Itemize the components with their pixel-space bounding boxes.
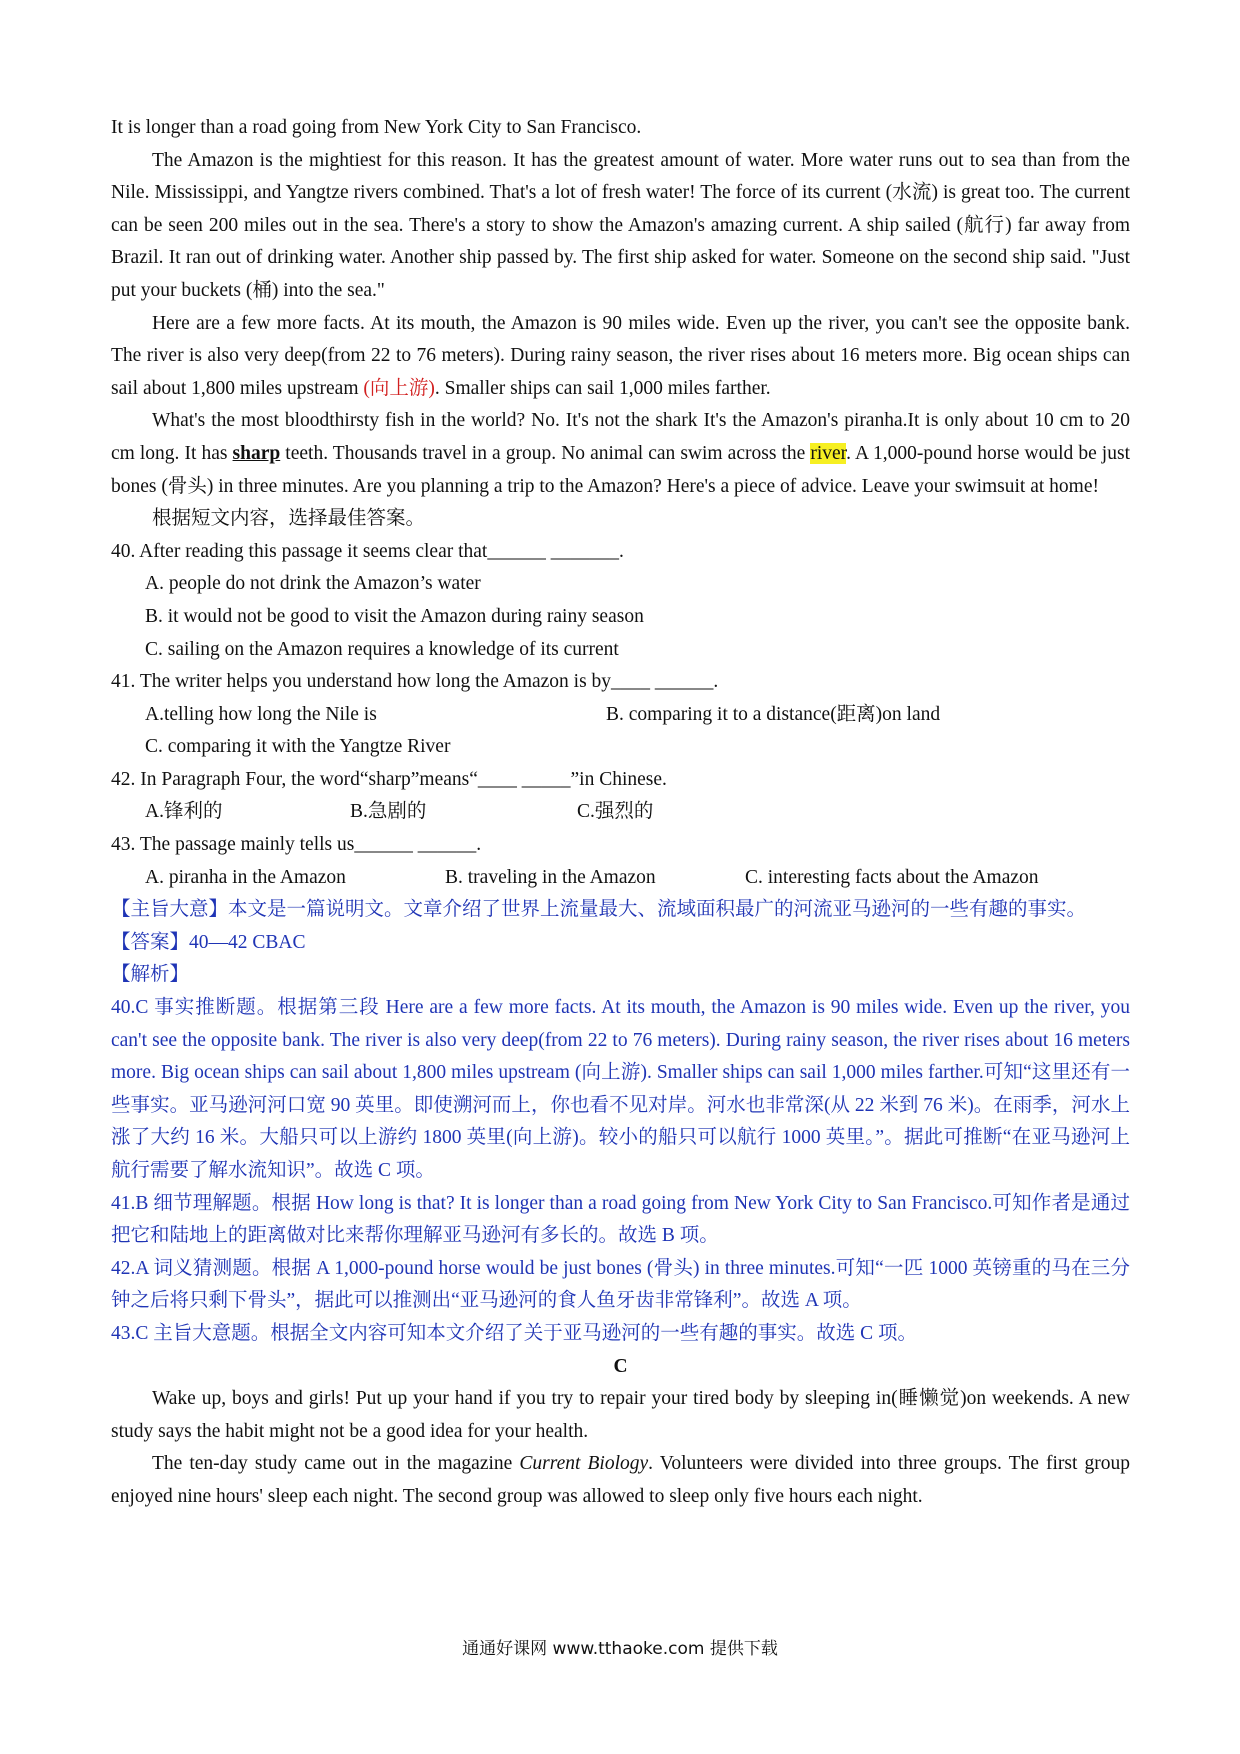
- question-41-option-a: A.telling how long the Nile is: [145, 703, 377, 725]
- instruction: 根据短文内容，选择最佳答案。: [151, 508, 425, 530]
- red-annotation: (向上游): [363, 377, 435, 399]
- question-41-stem: 41. The writer helps you understand how long the Amazon is by____ ______.: [111, 671, 719, 693]
- question-42-option-b: B.急剧的: [350, 801, 427, 823]
- answer-line: 【答案】40—42 CBAC: [111, 931, 306, 953]
- paragraph-1: It is longer than a road going from New York City to San Francisco.: [111, 117, 642, 138]
- highlighted-river: river: [810, 442, 847, 464]
- question-43-option-a: A. piranha in the Amazon: [145, 866, 346, 888]
- section-heading-c: C: [613, 1355, 628, 1377]
- question-42-options-row: [145, 796, 1130, 829]
- question-41-options-row: [145, 699, 1130, 732]
- question-40-stem: 40. After reading this passage it seems clear that______ _______.: [111, 540, 624, 562]
- question-40-option-c: C. sailing on the Amazon requires a knowledge of its current: [145, 638, 619, 660]
- question-41-option-b: B. comparing it to a distance(距离)on land: [606, 703, 941, 725]
- magazine-title: Current Biology: [519, 1453, 649, 1475]
- question-43-stem: 43. The passage mainly tells us______ ______.: [111, 834, 482, 856]
- document-page: [111, 112, 1130, 1514]
- section-c-paragraph-2: The ten-day study came out in the magazine Current Biology. Volunteers were divided into three groups. The first group enjoyed nine hours' sleep each night. The second group was allowed to sleep only five hours each night.: [111, 1453, 1130, 1507]
- paragraph-2: The Amazon is the mightiest for this reason. It has the greatest amount of water. More water runs out to sea than from the Nile. Mississippi, and Yangtze rivers combined. That's a lot of fresh water! The force of its current (水流) is great too. The current can be seen 200 miles out in the sea. There's a story to show the Amazon's amazing current. A ship sailed (航行) far away from Brazil. It ran out of drinking water. Another ship passed by. The first ship asked for water. Someone on the second ship said. "Just put your buckets (桶) into the sea.": [111, 149, 1130, 301]
- paragraph-3: Here are a few more facts. At its mouth, the Amazon is 90 miles wide. Even up the river, you can't see the opposite bank. The river is also very deep(from 22 to 76 meters). During rainy season, the river rises about 16 meters more. Big ocean ships can sail about 1,800 miles upstream (向上游). Smaller ships can sail 1,000 miles farther.: [111, 312, 1130, 399]
- explanation-40: 40.C 事实推断题。根据第三段 Here are a few more facts. At its mouth, the Amazon is 90 miles wide. Even up the river, you can't see the opposite bank. The river is also very deep(from 22 to 76 meters). During rainy season, the river rises about 16 meters more. Big ocean ships can sail about 1,800 miles upstream (向上游). Smaller ships can sail 1,000 miles farther.可知“这里还有一些事实。亚马逊河河口宽 90 英里。即使溯河而上，你也看不见对岸。河水也非常深(从 22 米到 76 米)。在雨季，河水上涨了大约 16 米。大船只可以上游约 1800 英里(向上游)。较小的船只可以航行 1000 英里。”。据此可推断“在亚马逊河上航行需要了解水流知识”。故选 C 项。: [111, 997, 1130, 1181]
- question-42-option-a: A.锋利的: [145, 801, 223, 823]
- paragraph-4: What's the most bloodthirsty fish in the world? No. It's not the shark It's the Amazon's piranha.It is only about 10 cm to 20 cm long. It has sharp teeth. Thousands travel in a group. No animal can swim across the river. A 1,000-pound horse would be just bones (骨头) in three minutes. Are you planning a trip to the Amazon? Here's a piece of advice. Leave your swimsuit at home!: [111, 410, 1130, 497]
- question-40-option-b: B. it would not be good to visit the Amazon during rainy season: [145, 605, 644, 627]
- question-43-option-c: C. interesting facts about the Amazon: [745, 866, 1039, 888]
- question-40-option-a: A. people do not drink the Amazon’s water: [145, 573, 481, 595]
- question-42-stem: 42. In Paragraph Four, the word“sharp”means“____ _____”in Chinese.: [111, 768, 667, 790]
- page-footer: 通通好课网 www.tthaoke.com 提供下载: [462, 1639, 778, 1659]
- question-42-option-c: C.强烈的: [577, 801, 654, 823]
- explanation-42: 42.A 词义猜测题。根据 A 1,000-pound horse would be just bones (骨头) in three minutes.可知“一匹 1000 英镑重的马在三分钟之后将只剩下骨头”，据此可以推测出“亚马逊河的食人鱼牙齿非常锋利”。故选 A 项。: [111, 1257, 1130, 1312]
- analysis-title: 【解析】: [111, 964, 190, 986]
- question-43-options-row: [145, 862, 1130, 895]
- explanation-41: 41.B 细节理解题。根据 How long is that? It is longer than a road going from New York City to San Francisco.可知作者是通过把它和陆地上的距离做对比来帮你理解亚马逊河有多长的。故选 B 项。: [111, 1192, 1130, 1247]
- main-idea: 【主旨大意】本文是一篇说明文。文章介绍了世界上流量最大、流域面积最广的河流亚马逊河的一些有趣的事实。: [111, 899, 1087, 921]
- question-41-option-c: C. comparing it with the Yangtze River: [145, 736, 451, 758]
- question-43-option-b: B. traveling in the Amazon: [445, 866, 656, 888]
- section-c-paragraph-1: Wake up, boys and girls! Put up your hand if you try to repair your tired body by sleeping in(睡懒觉)on weekends. A new study says the habit might not be a good idea for your health.: [111, 1388, 1130, 1442]
- sharp-word: sharp: [232, 442, 281, 464]
- explanation-43: 43.C 主旨大意题。根据全文内容可知本文介绍了关于亚马逊河的一些有趣的事实。故选 C 项。: [111, 1322, 918, 1344]
